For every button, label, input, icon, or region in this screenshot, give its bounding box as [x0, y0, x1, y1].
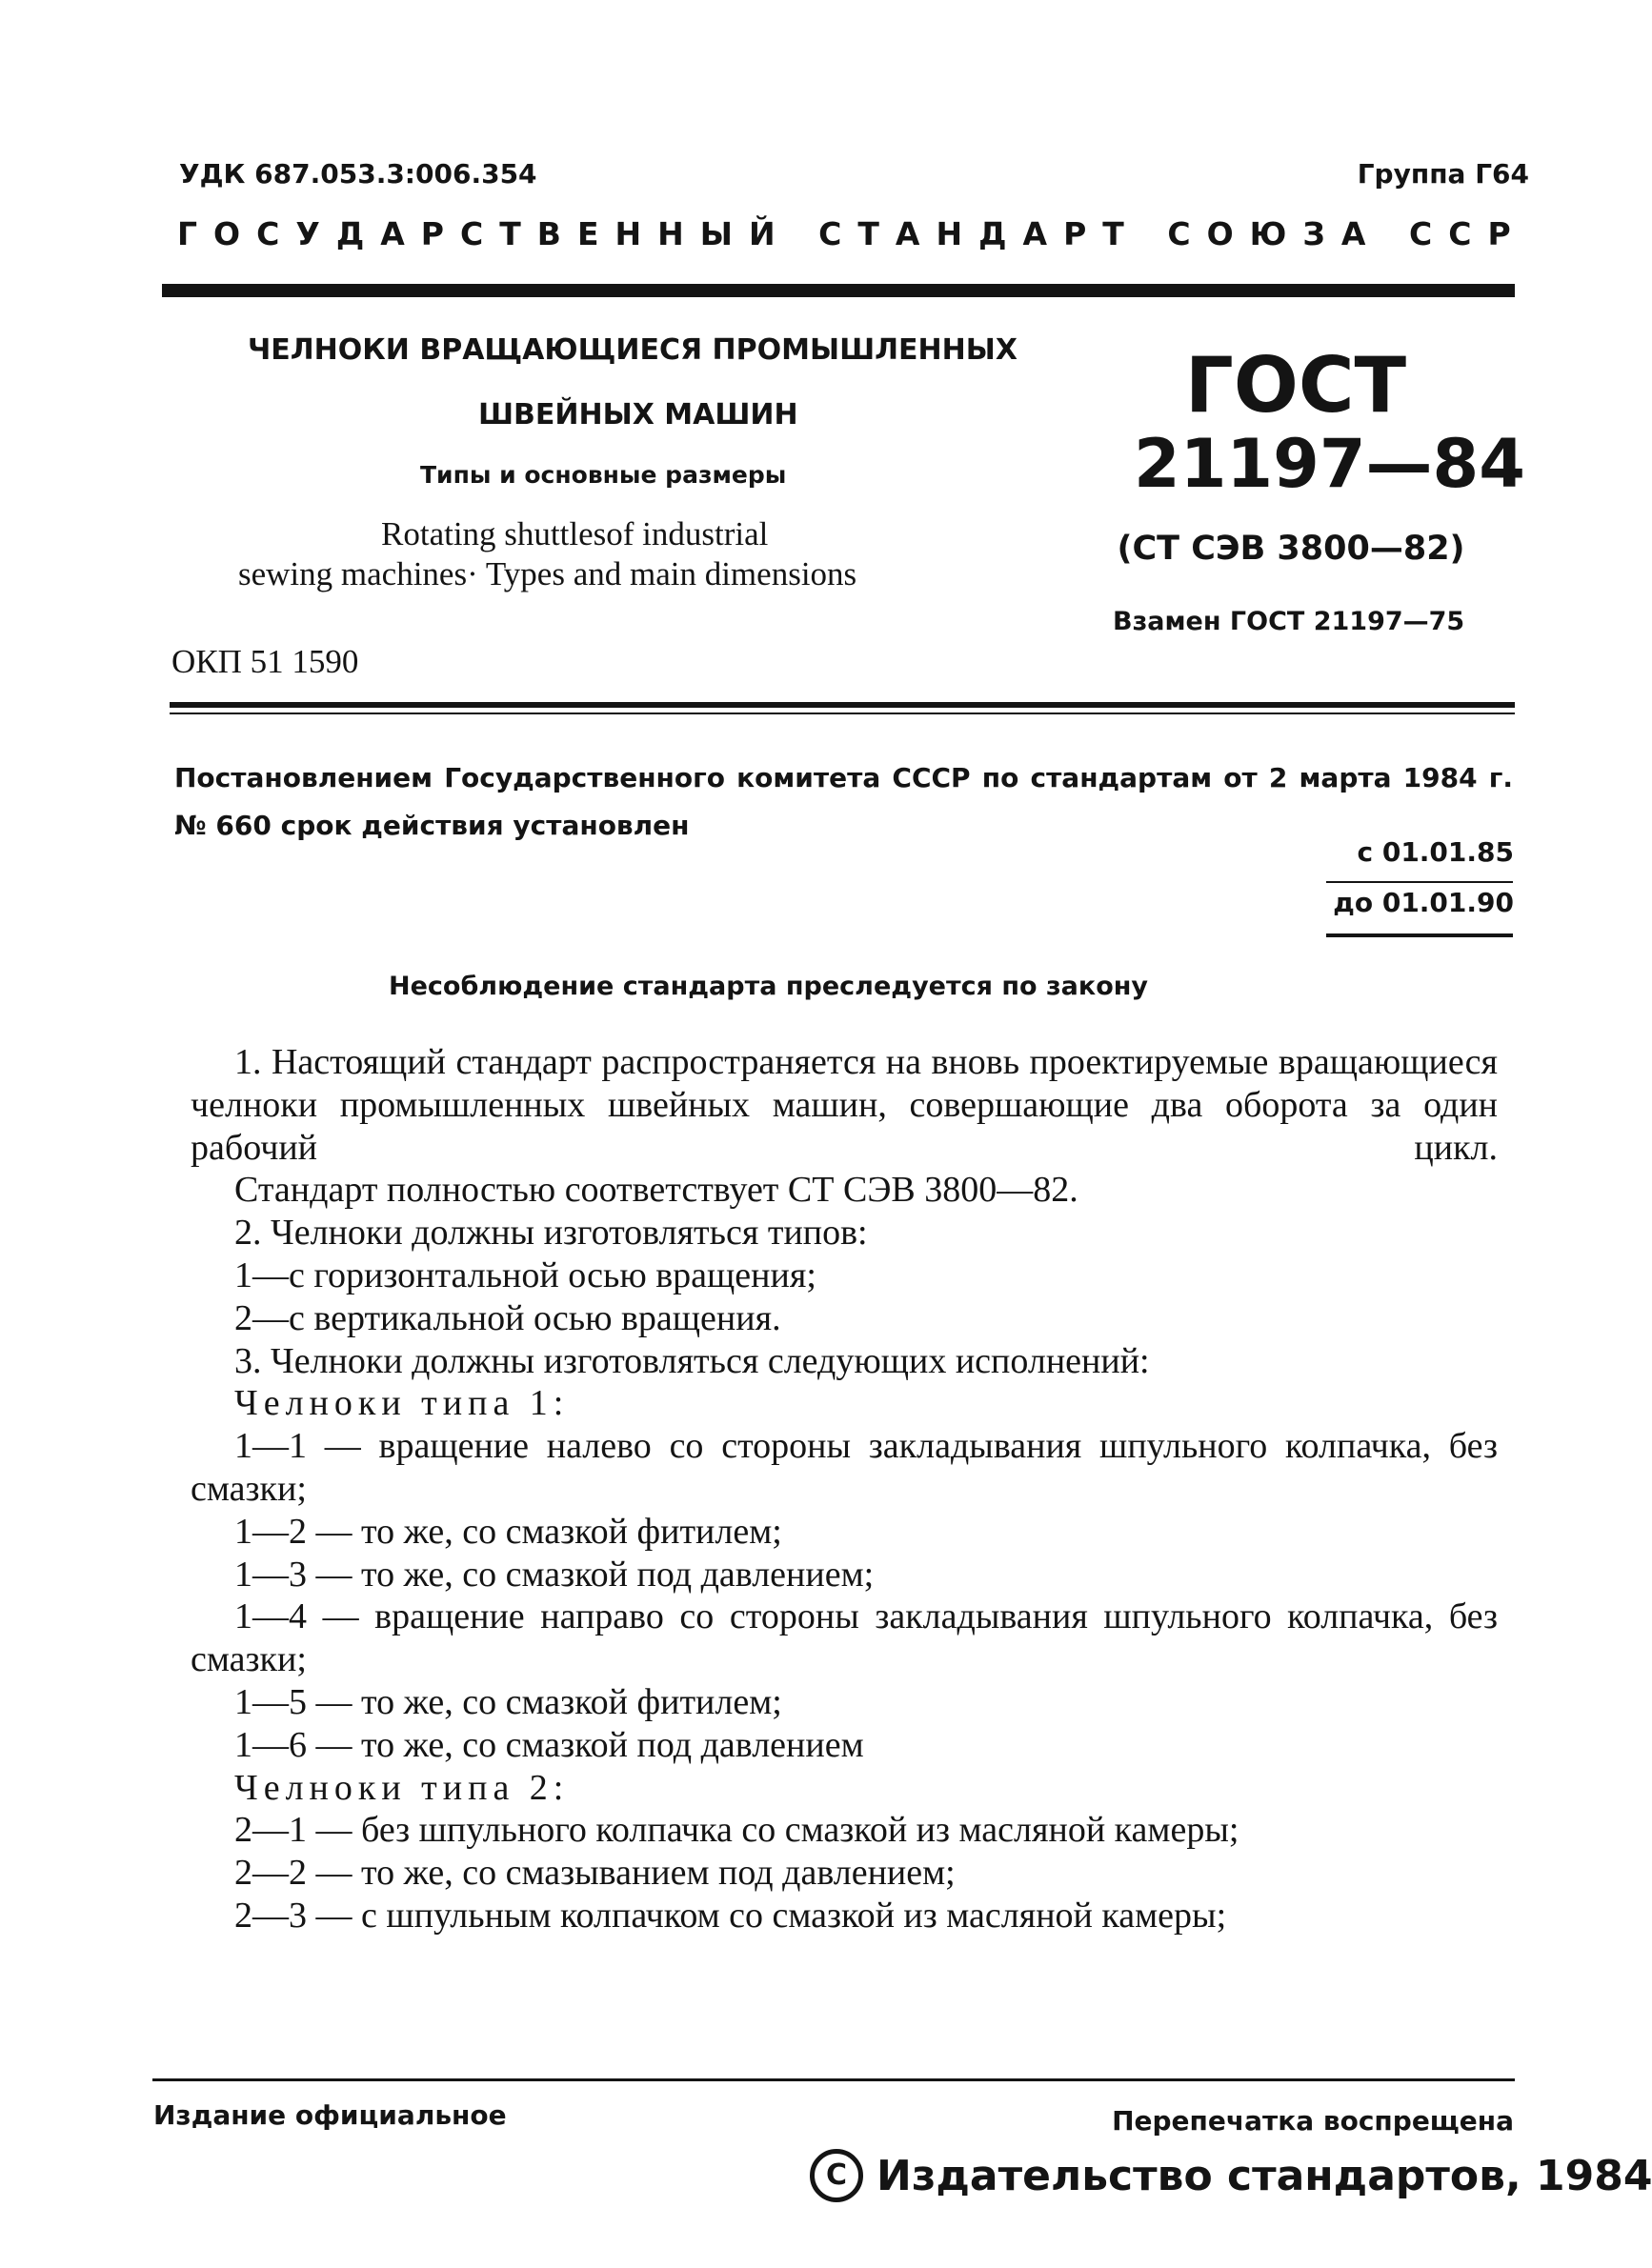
udk-code: УДК 687.053.3:006.354 — [179, 158, 537, 190]
paragraph-10: 1—3 — то же, со смазкой под давлением; — [234, 1554, 875, 1595]
paragraph-9: 1—2 — то же, со смазкой фитилем; — [234, 1511, 782, 1552]
paragraph-8: 1—1 — вращение налево со стороны закладывания шпульного колпачка, без смазки; — [191, 1426, 1498, 1509]
state-standard-letter: Р — [1063, 215, 1087, 252]
state-standard-letter — [1381, 215, 1393, 252]
paragraph-6: 3. Челноки должны изготовляться следующих исполнений: — [234, 1340, 1150, 1381]
law-warning: Несоблюдение стандарта преследуется по закону — [388, 972, 1149, 1001]
official-edition: Издание официальное — [153, 2099, 507, 2131]
english-title-line-1: Rotating shuttlesof industrial — [381, 515, 769, 552]
valid-from: с 01.01.85 — [1357, 836, 1514, 868]
paragraph-14: Челноки типа 2: — [234, 1767, 570, 1808]
state-standard-letter — [792, 215, 803, 252]
state-standard-letter: А — [1340, 215, 1366, 252]
state-standard-letter: Д — [335, 215, 365, 252]
state-standard-letter: Т — [499, 215, 521, 252]
reprint-prohibited: Перепечатка воспрещена — [1112, 2105, 1514, 2137]
state-standard-letter: Д — [978, 215, 1007, 252]
state-standard-letter: О — [213, 215, 241, 252]
paragraph-4: 1—с горизонтальной осью вращения; — [234, 1254, 816, 1295]
publisher-name: Издательство стандартов, 1984 — [876, 2151, 1652, 2200]
state-standard-letter: С — [460, 215, 484, 252]
state-standard-letter: Р — [420, 215, 444, 252]
english-title-line-2: sewing machines· Types and main dimensions — [238, 555, 857, 592]
state-standard-letter — [1140, 215, 1152, 252]
state-standard-letter: С — [1448, 215, 1472, 252]
publisher-line — [810, 2149, 1652, 2202]
state-standard-letter: С — [1408, 215, 1433, 252]
title-line-2: ШВЕЙНЫХ МАШИН — [478, 398, 798, 432]
cmea-reference: (СТ СЭВ 3800—82) — [1117, 530, 1465, 568]
gost-label: ГОСТ — [1184, 341, 1407, 430]
paragraph-15: 2—1 — без шпульного колпачка со смазкой из масляной камеры; — [234, 1810, 1239, 1851]
state-standard-letter: А — [380, 215, 405, 252]
paragraph-12: 1—5 — то же, со смазкой фитилем; — [234, 1681, 782, 1722]
subtitle: Типы и основные размеры — [420, 461, 787, 489]
header-bottom-rule-thin — [170, 713, 1515, 714]
state-standard-letter: Т — [1102, 215, 1124, 252]
paragraph-11: 1—4 — вращение направо со стороны закладывания шпульного колпачка, без смазки; — [191, 1596, 1498, 1680]
paragraph-17: 2—3 — с шпульным колпачком со смазкой из масляной камеры; — [234, 1895, 1227, 1936]
state-standard-letter: З — [1302, 215, 1325, 252]
paragraph-13: 1—6 — то же, со смазкой под давлением — [234, 1724, 864, 1765]
state-standard-letter: О — [1206, 215, 1234, 252]
footer-rule — [152, 2078, 1515, 2081]
state-standard-letter: Н — [936, 215, 963, 252]
state-standard-letter: Ю — [1249, 215, 1287, 252]
state-standard-letter: А — [895, 215, 920, 252]
state-standard-letter: С — [1167, 215, 1191, 252]
state-standard-letter: С — [818, 215, 842, 252]
replaces-standard: Взамен ГОСТ 21197—75 — [1113, 607, 1465, 636]
paragraph-1: 1. Настоящий стандарт распространяется на вновь проектируемые вращающиеся челноки промышленных швейных машин, совершающие два оборота за один рабочий цикл. — [191, 1042, 1498, 1168]
paragraph-16: 2—2 — то же, со смазыванием под давлением; — [234, 1853, 956, 1894]
paragraph-7: Челноки типа 1: — [234, 1383, 570, 1424]
state-standard-letter: Е — [576, 215, 599, 252]
decree-text: Постановлением Государственного комитета СССР по стандартам от 2 марта 1984 г. № 660 срок действия установлен — [174, 762, 1513, 841]
header-bottom-rule — [170, 702, 1515, 708]
okp-code: ОКП 51 1590 — [171, 643, 359, 680]
state-standard-letter: Й — [749, 215, 776, 252]
valid-to: до 01.01.90 — [1333, 887, 1514, 918]
top-thick-rule — [162, 284, 1515, 297]
state-standard-letter: Н — [657, 215, 684, 252]
group-code: Группа Г64 — [1357, 158, 1529, 190]
title-line-1: ЧЕЛНОКИ ВРАЩАЮЩИЕСЯ ПРОМЫШЛЕННЫХ — [248, 333, 1017, 367]
gost-number: 21197—84 — [1134, 425, 1525, 503]
state-standard-letter: Г — [177, 215, 198, 252]
paragraph-2: Стандарт полностью соответствует СТ СЭВ 3800—82. — [234, 1170, 1078, 1211]
state-standard-letter: А — [1022, 215, 1048, 252]
state-standard-heading — [177, 215, 1511, 252]
state-standard-letter: В — [536, 215, 561, 252]
copyright-icon: C — [810, 2149, 863, 2202]
paragraph-5: 2—с вертикальной осью вращения. — [234, 1297, 781, 1338]
state-standard-letter: Н — [614, 215, 642, 252]
validity-underline-2 — [1326, 933, 1513, 937]
validity-underline-1 — [1326, 881, 1513, 883]
paragraph-3: 2. Челноки должны изготовляться типов: — [234, 1213, 868, 1254]
state-standard-letter: Ы — [699, 215, 733, 252]
state-standard-letter: С — [256, 215, 280, 252]
body-text — [191, 1041, 1498, 1937]
state-standard-letter: Р — [1487, 215, 1511, 252]
state-standard-letter: У — [295, 215, 320, 252]
state-standard-letter: Т — [857, 215, 879, 252]
